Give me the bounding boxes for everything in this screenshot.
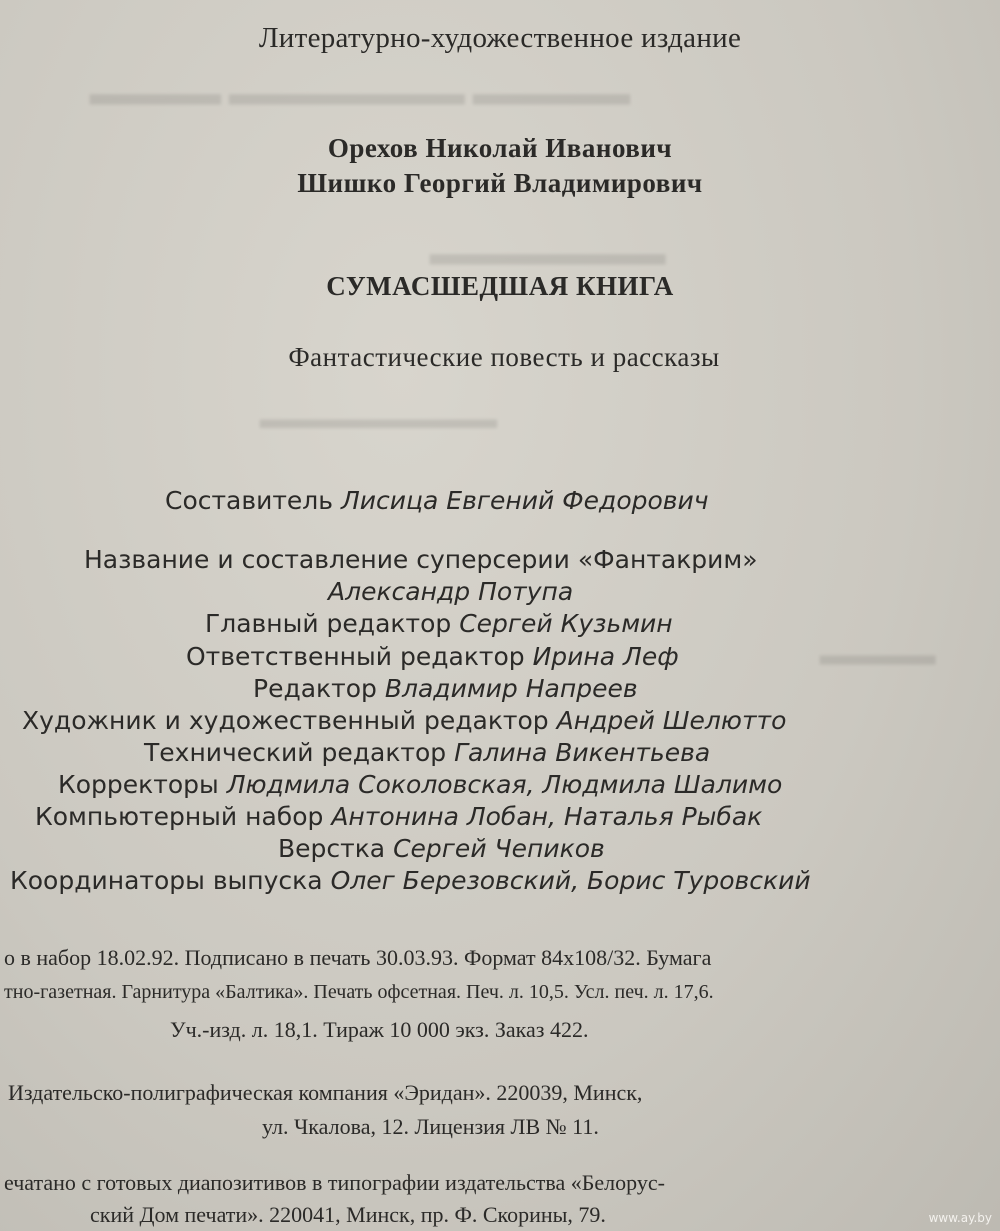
- credit-person: Владимир Напреев: [384, 674, 638, 703]
- printer-line: ечатано с готовых диапозитивов в типографии издательства «Белорус-: [4, 1170, 665, 1195]
- credit-role: Ответственный редактор: [186, 642, 525, 671]
- credit-role: Художник и художественный редактор: [22, 706, 549, 735]
- credit-role: Главный редактор: [205, 609, 452, 638]
- credit-artist: [22, 706, 786, 735]
- compiler-role: Составитель: [165, 486, 334, 515]
- credit-person: Людмила Соколовская, Людмила Шалимо: [226, 770, 783, 799]
- credit-coordinators: [10, 866, 811, 895]
- compiler-name: Лисица Евгений Федорович: [340, 486, 709, 515]
- credit-series-author: Александр Потупа: [328, 577, 574, 606]
- credit-role: Название и составление суперсерии «Фантакрим»: [84, 545, 758, 574]
- credit-responsible-editor: [186, 642, 679, 671]
- credit-tech-editor: [144, 738, 710, 767]
- edition-type: Литературно-художественное издание: [258, 22, 742, 54]
- book-subtitle: Фантастические повесть и рассказы: [288, 342, 720, 372]
- credit-series-name: [84, 545, 758, 574]
- bleed-through: ▂▂▂▂▂▂▂▂▂▂▂: [260, 397, 497, 428]
- credit-layout: [278, 834, 605, 863]
- bleed-through: ▂▂▂▂▂ ▂▂▂▂▂▂▂▂▂ ▂▂▂▂▂▂: [90, 67, 630, 104]
- credit-editor: [253, 674, 638, 703]
- credit-person: Ирина Леф: [532, 642, 679, 671]
- credit-role: Корректоры: [58, 770, 219, 799]
- credit-role: Компьютерный набор: [35, 802, 324, 831]
- print-info-line: о в набор 18.02.92. Подписано в печать 30.03.93. Формат 84х108/32. Бумага: [4, 945, 712, 970]
- bleed-through: ▂▂▂▂▂: [820, 631, 936, 664]
- credit-person: Сергей Кузьмин: [459, 609, 673, 638]
- credit-person: Сергей Чепиков: [393, 834, 605, 863]
- credit-typesetting: [35, 802, 762, 831]
- credit-chief-editor: [205, 609, 673, 638]
- author-2: Шишко Георгий Владимирович: [297, 168, 703, 198]
- print-info-line: тно-газетная. Гарнитура «Балтика». Печать офсетная. Печ. л. 10,5. Усл. печ. л. 17,6.: [4, 981, 714, 1003]
- publisher-line: ул. Чкалова, 12. Лицензия ЛВ № 11.: [262, 1114, 599, 1139]
- bleed-through: ▂▂▂▂▂▂▂▂▂: [430, 227, 666, 264]
- credit-proofreaders: [58, 770, 782, 799]
- credit-role: Технический редактор: [144, 738, 447, 767]
- compiler-line: [165, 486, 709, 515]
- credit-role: Координаторы выпуска: [10, 866, 323, 895]
- credit-role: Верстка: [278, 834, 386, 863]
- credit-person: Олег Березовский, Борис Туровский: [330, 866, 811, 895]
- credit-role: Редактор: [253, 674, 377, 703]
- author-1: Орехов Николай Иванович: [327, 133, 673, 163]
- watermark: www.ay.by: [928, 1211, 992, 1225]
- credit-person: Андрей Шелютто: [556, 706, 787, 735]
- printer-line: ский Дом печати». 220041, Минск, пр. Ф. Скорины, 79.: [90, 1202, 606, 1227]
- print-info-line: Уч.-изд. л. 18,1. Тираж 10 000 экз. Заказ 422.: [170, 1017, 589, 1042]
- credit-person: Галина Викентьева: [454, 738, 711, 767]
- credit-person: Антонина Лобан, Наталья Рыбак: [331, 802, 763, 831]
- publisher-line: Издательско-полиграфическая компания «Эридан». 220039, Минск,: [8, 1080, 643, 1105]
- book-title: СУМАСШЕДШАЯ КНИГА: [326, 271, 674, 301]
